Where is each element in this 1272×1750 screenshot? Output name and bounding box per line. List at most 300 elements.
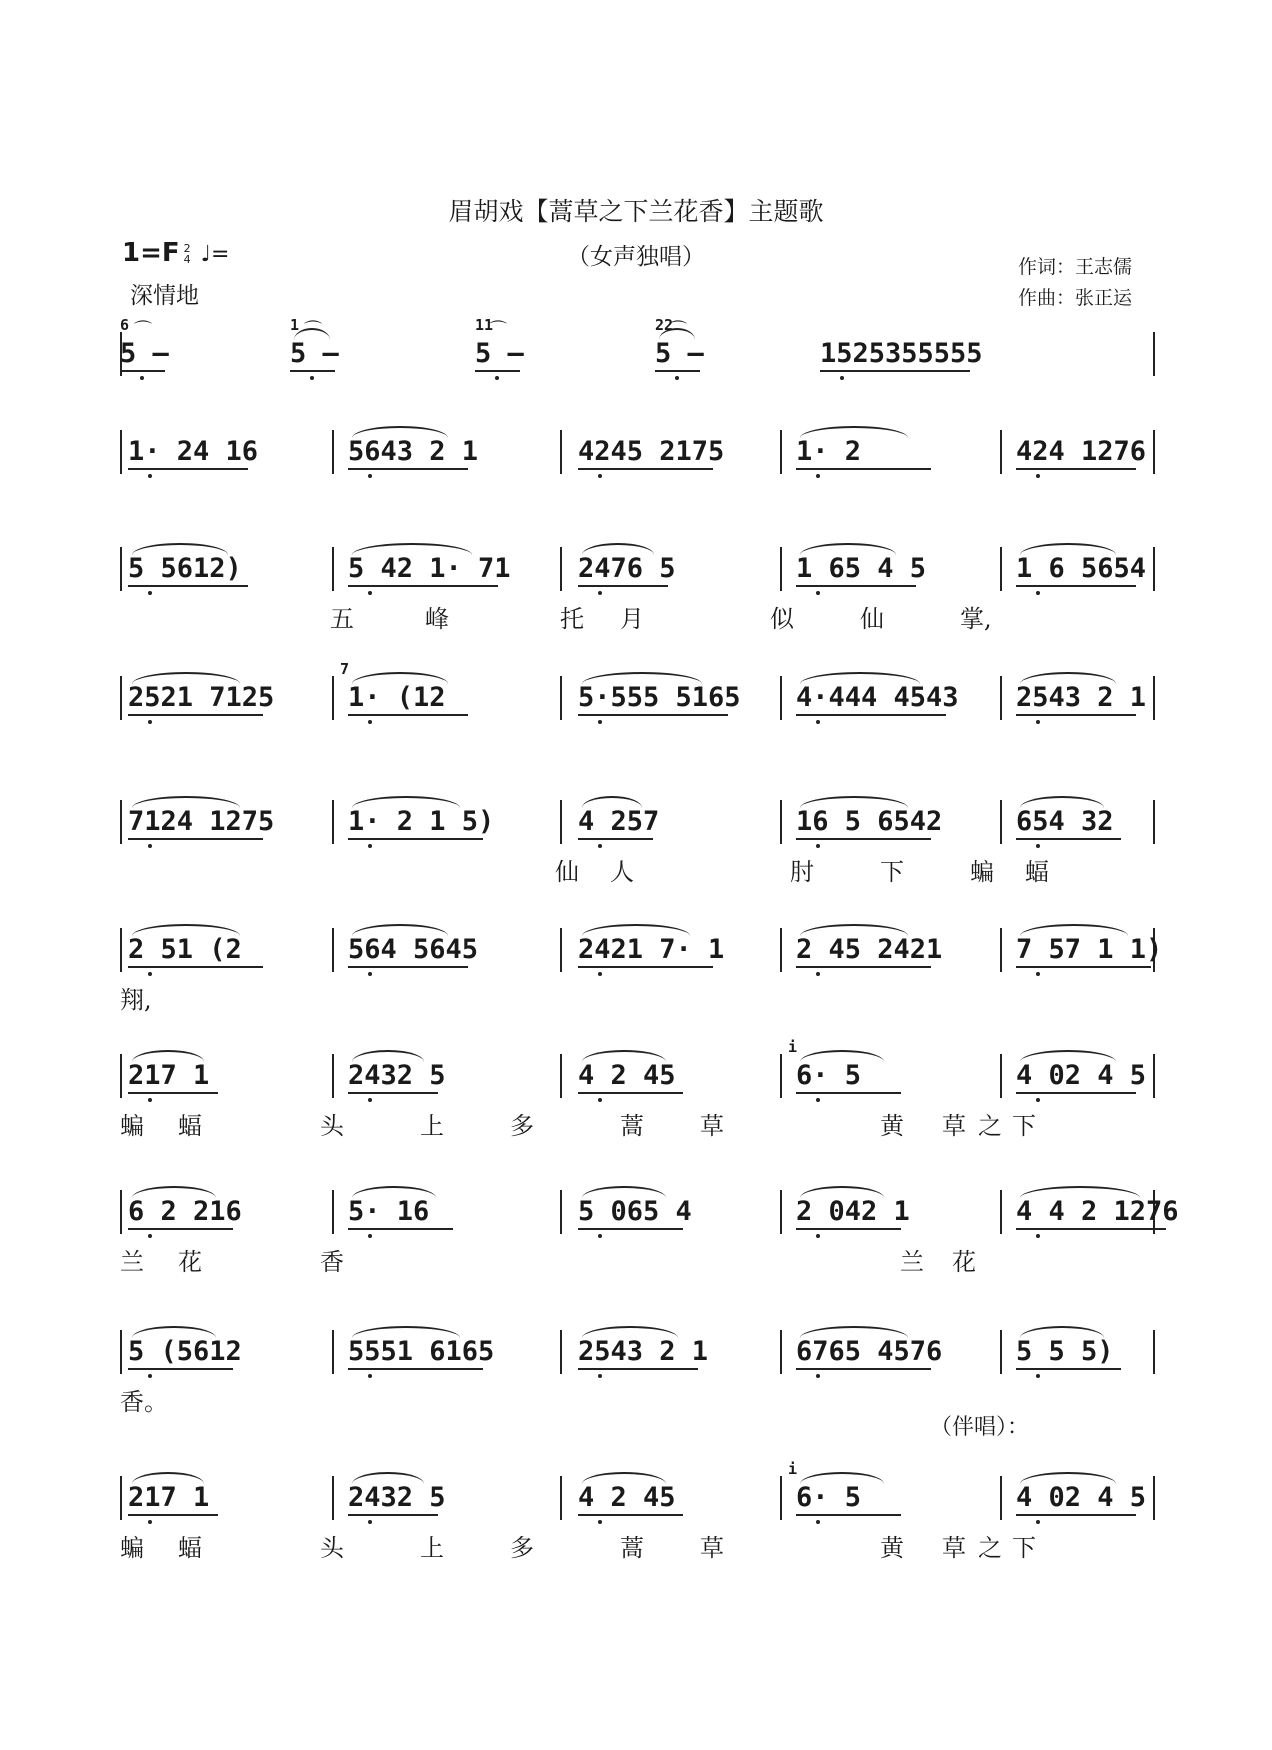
- octave-dot: [148, 1098, 152, 1102]
- lyric-syllable: 上: [420, 1534, 444, 1562]
- tempo-mark: ♩=: [200, 242, 230, 267]
- measure-notes: 2 45 2421: [796, 934, 943, 965]
- underline-beam: [348, 1228, 453, 1230]
- measure-notes: 5551 6165: [348, 1336, 495, 1367]
- score-line: [120, 430, 1155, 480]
- underline-beam: [348, 1092, 438, 1094]
- bar-line: [1000, 1054, 1002, 1098]
- bar-line: [560, 676, 562, 720]
- underline-beam: [578, 838, 653, 840]
- slur-mark: [582, 796, 642, 808]
- measure-notes: 424 1276: [1016, 436, 1147, 467]
- octave-dot: [816, 1374, 820, 1378]
- octave-dot: [598, 1374, 602, 1378]
- lyric-syllable: 仙: [860, 605, 884, 633]
- grace-note: 22: [655, 316, 674, 334]
- octave-dot: [148, 1374, 152, 1378]
- measure-notes: 2421 7· 1: [578, 934, 725, 965]
- bar-line: [1153, 430, 1155, 474]
- underline-beam: [128, 1368, 233, 1370]
- bar-line: [1153, 800, 1155, 844]
- measure-notes: 2543 2 1: [578, 1336, 709, 1367]
- bar-line: [780, 676, 782, 720]
- bar-line: [1153, 1330, 1155, 1374]
- lyric-syllable: 花: [952, 1248, 976, 1276]
- grace-note: i: [788, 1460, 798, 1478]
- underline-beam: [796, 585, 916, 587]
- octave-dot: [140, 376, 144, 380]
- lyric-syllable: 草: [700, 1112, 724, 1140]
- lyric-line: [120, 599, 1155, 633]
- measure-notes: 4·444 4543: [796, 682, 959, 713]
- bar-line: [1153, 1476, 1155, 1520]
- bar-line: [120, 928, 122, 972]
- lyric-syllable: 之: [978, 1112, 1002, 1140]
- underline-beam: [128, 1092, 218, 1094]
- bar-line: [332, 1476, 334, 1520]
- fermata-mark: ⌒: [304, 320, 322, 341]
- slur-mark: [132, 1050, 204, 1062]
- bar-line: [332, 676, 334, 720]
- measure-notes: 7124 1275: [128, 806, 275, 837]
- lyric-syllable: 香。: [120, 1388, 168, 1416]
- octave-dot: [598, 972, 602, 976]
- octave-dot: [816, 720, 820, 724]
- lyric-line: [120, 1528, 1155, 1562]
- lyric-syllable: 草: [942, 1112, 966, 1140]
- underline-beam: [578, 1092, 683, 1094]
- lyric-syllable: 月: [620, 605, 644, 633]
- bar-line: [1000, 547, 1002, 591]
- measure-notes: 4245 2175: [578, 436, 725, 467]
- slur-mark: [582, 1186, 666, 1198]
- octave-dot: [1036, 972, 1040, 976]
- octave-dot: [1036, 1520, 1040, 1524]
- lyric-syllable: 五: [330, 605, 354, 633]
- octave-dot: [148, 1234, 152, 1238]
- measure-notes: 4 257: [578, 806, 660, 837]
- octave-dot: [148, 1520, 152, 1524]
- bar-line: [780, 1190, 782, 1234]
- slur-mark: [1020, 1050, 1116, 1062]
- lyric-syllable: 黄: [880, 1112, 904, 1140]
- performance-note: （女声独唱）: [567, 244, 705, 270]
- underline-beam: [348, 1514, 438, 1516]
- measure-notes: 5 –: [475, 338, 524, 369]
- slur-mark: [352, 1326, 460, 1338]
- lyricist-credit: 作词：王志儒: [1018, 256, 1133, 278]
- octave-dot: [368, 1520, 372, 1524]
- measure-notes: 217 1: [128, 1060, 210, 1091]
- underline-beam: [128, 1514, 218, 1516]
- lyric-syllable: 多: [510, 1534, 534, 1562]
- bar-line: [1000, 928, 1002, 972]
- slur-mark: [352, 426, 448, 438]
- underline-beam: [348, 585, 498, 587]
- slur-mark: [132, 672, 240, 684]
- bar-line: [120, 430, 122, 474]
- measure-notes: 4 2 45: [578, 1060, 676, 1091]
- underline-beam: [348, 838, 483, 840]
- measure-notes: 1· 2: [796, 436, 862, 467]
- slur-mark: [352, 796, 460, 808]
- octave-dot: [1036, 844, 1040, 848]
- bar-line: [1153, 547, 1155, 591]
- measure-notes: 5·555 5165: [578, 682, 741, 713]
- measure-notes: 5 5 5): [1016, 1336, 1114, 1367]
- underline-beam: [348, 468, 468, 470]
- measure-notes: 1· 24 16: [128, 436, 259, 467]
- bar-line: [780, 800, 782, 844]
- lyric-syllable: 头: [320, 1112, 344, 1140]
- underline-beam: [796, 1514, 901, 1516]
- measure-notes: 1 6 5654: [1016, 553, 1147, 584]
- octave-dot: [148, 474, 152, 478]
- grace-note: i: [788, 1038, 798, 1056]
- measure-notes: 2 042 1: [796, 1196, 910, 1227]
- octave-dot: [368, 972, 372, 976]
- bar-line: [780, 1330, 782, 1374]
- bar-line: [560, 1330, 562, 1374]
- underline-beam: [128, 468, 248, 470]
- composer-credit: 作曲：张正运: [1018, 287, 1133, 309]
- lyric-line: [120, 1382, 1155, 1416]
- slur-mark: [800, 672, 920, 684]
- measure-notes: 2432 5: [348, 1482, 446, 1513]
- octave-dot: [1036, 1098, 1040, 1102]
- bar-line: [332, 1190, 334, 1234]
- underline-beam: [128, 714, 263, 716]
- lyric-line: [120, 1242, 1155, 1276]
- octave-dot: [816, 591, 820, 595]
- octave-dot: [368, 1098, 372, 1102]
- underline-beam: [578, 714, 728, 716]
- measure-notes: 2432 5: [348, 1060, 446, 1091]
- bar-line: [120, 800, 122, 844]
- lyric-line: [120, 980, 1155, 1014]
- underline-beam: [796, 966, 931, 968]
- score-line: [120, 1330, 1155, 1380]
- measure-notes: 4 02 4 5: [1016, 1482, 1147, 1513]
- lyric-syllable: 之: [978, 1534, 1002, 1562]
- lyric-syllable: 兰: [120, 1248, 144, 1276]
- fermata-mark: ⌒: [134, 320, 152, 341]
- bar-line: [1000, 1476, 1002, 1520]
- slur-mark: [1020, 1186, 1140, 1198]
- bar-line: [332, 928, 334, 972]
- score-line: [120, 1190, 1179, 1240]
- octave-dot: [148, 972, 152, 976]
- bar-line: [1153, 1054, 1155, 1098]
- measure-notes: 1525355555: [820, 338, 983, 369]
- slur-mark: [800, 1050, 884, 1062]
- underline-beam: [796, 1092, 901, 1094]
- lyric-syllable: 仙: [555, 858, 579, 886]
- bar-line: [560, 1476, 562, 1520]
- underline-beam: [128, 838, 263, 840]
- bar-line: [560, 547, 562, 591]
- measure-notes: 1· 2 1 5): [348, 806, 495, 837]
- octave-dot: [368, 1374, 372, 1378]
- slur-mark: [352, 1050, 424, 1062]
- slur-mark: [800, 1326, 908, 1338]
- slur-mark: [800, 796, 908, 808]
- slur-mark: [582, 672, 702, 684]
- underline-beam: [290, 370, 335, 372]
- grace-note: 1: [290, 316, 300, 334]
- lyric-syllable: 黄: [880, 1534, 904, 1562]
- bar-line: [120, 676, 122, 720]
- slur-mark: [1020, 543, 1116, 555]
- grace-note: 11: [475, 316, 494, 334]
- measure-notes: 6765 4576: [796, 1336, 943, 1367]
- underline-beam: [796, 1228, 901, 1230]
- measure-notes: 5 5612): [128, 553, 242, 584]
- octave-dot: [1036, 1234, 1040, 1238]
- measure-notes: 1 65 4 5: [796, 553, 927, 584]
- bar-line: [332, 1054, 334, 1098]
- slur-mark: [352, 1472, 424, 1484]
- bar-line: [1000, 1330, 1002, 1374]
- bar-line: [1000, 430, 1002, 474]
- measure-notes: 6 2 216: [128, 1196, 242, 1227]
- lyric-syllable: 似: [770, 605, 794, 633]
- lyric-syllable: 多: [510, 1112, 534, 1140]
- slur-mark: [352, 924, 448, 936]
- bar-line: [332, 800, 334, 844]
- underline-beam: [820, 370, 970, 372]
- lyric-syllable: 草: [700, 1534, 724, 1562]
- underline-beam: [120, 370, 165, 372]
- underline-beam: [578, 1514, 683, 1516]
- octave-dot: [148, 591, 152, 595]
- measure-notes: 2476 5: [578, 553, 676, 584]
- lyric-syllable: 蝙: [120, 1534, 144, 1562]
- lyric-syllable: 肘: [790, 858, 814, 886]
- octave-dot: [310, 376, 314, 380]
- bar-line: [120, 1330, 122, 1374]
- underline-beam: [1016, 1514, 1136, 1516]
- lyric-syllable: 蝙: [970, 858, 994, 886]
- underline-beam: [348, 1368, 483, 1370]
- measure-notes: 4 02 4 5: [1016, 1060, 1147, 1091]
- lyric-line: [120, 852, 1155, 886]
- lyric-syllable: 头: [320, 1534, 344, 1562]
- octave-dot: [148, 844, 152, 848]
- octave-dot: [816, 1098, 820, 1102]
- measure-notes: 217 1: [128, 1482, 210, 1513]
- bar-line: [120, 1476, 122, 1520]
- slur-mark: [1020, 1326, 1104, 1338]
- bar-line: [560, 430, 562, 474]
- slur-mark: [1020, 1472, 1116, 1484]
- octave-dot: [368, 591, 372, 595]
- lyric-syllable: 托: [560, 605, 584, 633]
- octave-dot: [816, 844, 820, 848]
- slur-mark: [582, 543, 654, 555]
- measure-notes: 5643 2 1: [348, 436, 479, 467]
- measure-notes: 5 42 1· 71: [348, 553, 511, 584]
- octave-dot: [368, 1234, 372, 1238]
- underline-beam: [128, 966, 263, 968]
- underline-beam: [578, 1228, 683, 1230]
- lyric-syllable: 蝠: [178, 1534, 202, 1562]
- bar-line: [780, 547, 782, 591]
- slur-mark: [800, 543, 896, 555]
- octave-dot: [368, 844, 372, 848]
- bar-line: [120, 1054, 122, 1098]
- grace-note: 7: [340, 660, 350, 678]
- bar-line: [120, 1190, 122, 1234]
- slur-mark: [132, 543, 228, 555]
- lyric-syllable: 上: [420, 1112, 444, 1140]
- slur-mark: [800, 426, 908, 438]
- slur-mark: [352, 1186, 436, 1198]
- expression-mark: 深情地: [130, 283, 199, 309]
- slur-mark: [800, 1472, 884, 1484]
- lyric-syllable: 花: [178, 1248, 202, 1276]
- lyric-syllable: 蝠: [178, 1112, 202, 1140]
- octave-dot: [495, 376, 499, 380]
- lyric-syllable: 下: [1012, 1534, 1036, 1562]
- lyric-line: [120, 1106, 1155, 1140]
- underline-beam: [348, 966, 468, 968]
- lyric-syllable: 下: [880, 858, 904, 886]
- slur-mark: [352, 543, 472, 555]
- measure-notes: 2543 2 1: [1016, 682, 1147, 713]
- score-line: [120, 316, 1155, 382]
- bar-line: [332, 430, 334, 474]
- octave-dot: [840, 376, 844, 380]
- octave-dot: [816, 1234, 820, 1238]
- octave-dot: [1036, 720, 1040, 724]
- bar-line: [780, 928, 782, 972]
- underline-beam: [1016, 966, 1151, 968]
- octave-dot: [816, 474, 820, 478]
- underline-beam: [578, 966, 713, 968]
- underline-beam: [128, 1228, 233, 1230]
- slur-mark: [582, 924, 690, 936]
- bar-line: [780, 1054, 782, 1098]
- measure-notes: 5· 16: [348, 1196, 430, 1227]
- score-line: [120, 660, 1155, 726]
- slur-mark: [132, 1326, 216, 1338]
- slur-mark: [582, 1326, 678, 1338]
- underline-beam: [796, 838, 931, 840]
- underline-beam: [128, 585, 248, 587]
- song-title: 眉胡戏【蒿草之下兰花香】主题歌: [448, 197, 824, 226]
- slur-mark: [1020, 796, 1104, 808]
- lyric-syllable: 峰: [425, 605, 449, 633]
- octave-dot: [1036, 1374, 1040, 1378]
- lyric-syllable: 蝠: [1025, 858, 1049, 886]
- octave-dot: [675, 376, 679, 380]
- underline-beam: [578, 585, 668, 587]
- octave-dot: [368, 720, 372, 724]
- measure-notes: 5 –: [655, 338, 704, 369]
- measure-notes: 4 4 2 1276: [1016, 1196, 1179, 1227]
- accompaniment-cue: （伴唱）：: [930, 1415, 1030, 1440]
- underline-beam: [1016, 838, 1121, 840]
- octave-dot: [1036, 474, 1040, 478]
- underline-beam: [796, 468, 931, 470]
- octave-dot: [598, 1098, 602, 1102]
- underline-beam: [578, 468, 713, 470]
- bar-line: [332, 547, 334, 591]
- slur-mark: [132, 924, 240, 936]
- lyric-syllable: 蒿: [620, 1112, 644, 1140]
- slur-mark: [800, 1186, 884, 1198]
- score-line: [120, 800, 1155, 850]
- measure-notes: 5 –: [290, 338, 339, 369]
- lyric-syllable: 草: [942, 1534, 966, 1562]
- bar-line: [560, 928, 562, 972]
- slur-mark: [582, 1472, 666, 1484]
- lyric-syllable: 蒿: [620, 1534, 644, 1562]
- measure-notes: 564 5645: [348, 934, 479, 965]
- underline-beam: [578, 1368, 698, 1370]
- slur-mark: [132, 1186, 216, 1198]
- fermata-mark: ⌒: [669, 320, 687, 341]
- bar-line: [120, 547, 122, 591]
- bar-line: [560, 1054, 562, 1098]
- underline-beam: [1016, 714, 1136, 716]
- measure-notes: 654 32: [1016, 806, 1114, 837]
- score-line: [120, 1460, 1155, 1526]
- underline-beam: [655, 370, 700, 372]
- fermata-mark: ⌒: [489, 320, 507, 341]
- bar-line: [332, 1330, 334, 1374]
- bar-line: [1000, 1190, 1002, 1234]
- underline-beam: [1016, 585, 1136, 587]
- underline-beam: [796, 714, 946, 716]
- lyric-syllable: 掌,: [960, 605, 992, 633]
- measure-notes: 5 065 4: [578, 1196, 692, 1227]
- lyric-syllable: 人: [610, 858, 634, 886]
- lyric-syllable: 蝙: [120, 1112, 144, 1140]
- bar-line: [1000, 676, 1002, 720]
- bar-line: [1153, 676, 1155, 720]
- underline-beam: [796, 1368, 931, 1370]
- slur-mark: [800, 924, 908, 936]
- octave-dot: [598, 720, 602, 724]
- measure-notes: 6· 5: [796, 1060, 862, 1091]
- slur-mark: [582, 1050, 666, 1062]
- measure-notes: 1· (12: [348, 682, 446, 713]
- time-signature: 2 4: [183, 241, 191, 266]
- bar-line: [560, 1190, 562, 1234]
- lyric-syllable: 下: [1012, 1112, 1036, 1140]
- underline-beam: [1016, 1228, 1166, 1230]
- slur-mark: [1020, 924, 1128, 936]
- score-line: [120, 547, 1155, 597]
- grace-note: 6: [120, 316, 130, 334]
- measure-notes: 2521 7125: [128, 682, 275, 713]
- octave-dot: [598, 1520, 602, 1524]
- bar-line: [1000, 800, 1002, 844]
- measure-notes: 5 –: [120, 338, 169, 369]
- octave-dot: [598, 1234, 602, 1238]
- octave-dot: [148, 720, 152, 724]
- key-label: 1=F: [122, 238, 180, 268]
- bar-line: [1153, 332, 1155, 376]
- octave-dot: [368, 474, 372, 478]
- octave-dot: [816, 1520, 820, 1524]
- lyric-syllable: 兰: [900, 1248, 924, 1276]
- octave-dot: [816, 972, 820, 976]
- measure-notes: 5 (5612: [128, 1336, 242, 1367]
- slur-mark: [132, 796, 240, 808]
